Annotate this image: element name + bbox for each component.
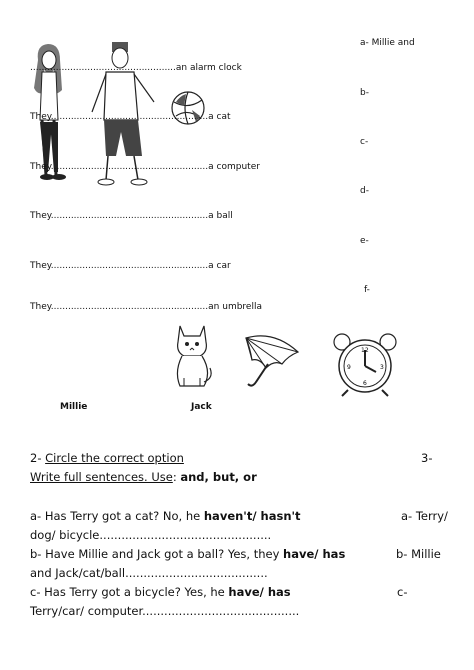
line-object: a computer: [208, 162, 260, 172]
right-column-item: d-: [360, 186, 369, 196]
exercise3-continued-a[interactable]: dog/ bicycle...............................................: [30, 528, 272, 542]
line-prefix: They: [30, 112, 51, 122]
svg-text:12: 12: [361, 347, 369, 354]
exercise2-heading: [30, 451, 184, 465]
right-column-item: e-: [360, 236, 369, 246]
right-column-item: a- Millie and: [360, 38, 415, 48]
line-dots[interactable]: .......................................................: [50, 211, 209, 221]
line-object: a cat: [208, 112, 231, 122]
right-column-item: f-: [364, 285, 370, 295]
exercise3-item-a: a- Terry/: [401, 509, 448, 523]
umbrella-icon: [238, 330, 306, 390]
exercise3-conjunctions: and, but, or: [180, 470, 257, 484]
exercise1-line: [30, 63, 242, 73]
question-c: [30, 585, 291, 599]
exercise3-continued-c[interactable]: Terry/car/ computer...........................................: [30, 604, 300, 618]
question-a: [30, 509, 301, 523]
line-prefix: They: [30, 302, 51, 312]
exercise3-title: Write full sentences. Use: [30, 470, 173, 484]
right-column-item: b-: [360, 88, 369, 98]
exercise1-line: [30, 302, 262, 312]
exercise2-title: Circle the correct option: [45, 451, 184, 465]
line-dots[interactable]: .......................................................: [50, 162, 209, 172]
line-object: an alarm clock: [175, 63, 242, 73]
exercise1-line: [30, 261, 231, 271]
line-prefix: They: [30, 211, 51, 221]
svg-text:9: 9: [347, 364, 351, 371]
line-dots[interactable]: .......................................................: [50, 112, 209, 122]
question-text: b- Have Millie and Jack got a ball? Yes, they: [30, 547, 284, 561]
line-dots[interactable]: ...................................................: [30, 63, 176, 73]
exercise1-line: [30, 162, 260, 172]
picture-name-millie: Millie: [60, 402, 88, 412]
question-options[interactable]: have/ has: [283, 547, 346, 561]
svg-text:3: 3: [380, 364, 384, 371]
question-options[interactable]: haven't/ hasn't: [203, 509, 301, 523]
exercise3-item-b: b- Millie: [396, 547, 441, 561]
cat-icon: [170, 322, 216, 390]
line-object: a car: [208, 261, 231, 271]
line-prefix: They: [30, 162, 51, 172]
exercise1-line: [30, 211, 233, 221]
line-dots[interactable]: .......................................................: [50, 261, 209, 271]
alarm-clock-icon: [328, 332, 404, 398]
line-dots[interactable]: .......................................................: [50, 302, 209, 312]
exercise3-heading: [30, 470, 257, 484]
line-object: an umbrella: [208, 302, 262, 312]
exercise3-continued-b[interactable]: and Jack/cat/ball.......................................: [30, 566, 268, 580]
question-b: [30, 547, 345, 561]
line-object: a ball: [208, 211, 233, 221]
line-prefix: They: [30, 261, 51, 271]
picture-name-jack: Jack: [191, 402, 212, 412]
exercise3-item-c: c-: [397, 585, 408, 599]
question-text: a- Has Terry got a cat? No, he: [30, 509, 204, 523]
ball-icon: [170, 88, 206, 128]
exercise2-number: 2-: [30, 451, 42, 465]
question-options[interactable]: have/ has: [228, 585, 291, 599]
exercise3-number: 3-: [421, 451, 433, 465]
question-text: c- Has Terry got a bicycle? Yes, he: [30, 585, 229, 599]
exercise1-line: [30, 112, 231, 122]
right-column-item: c-: [360, 137, 369, 147]
exercise3-colon: :: [172, 470, 181, 484]
svg-text:6: 6: [363, 380, 367, 387]
